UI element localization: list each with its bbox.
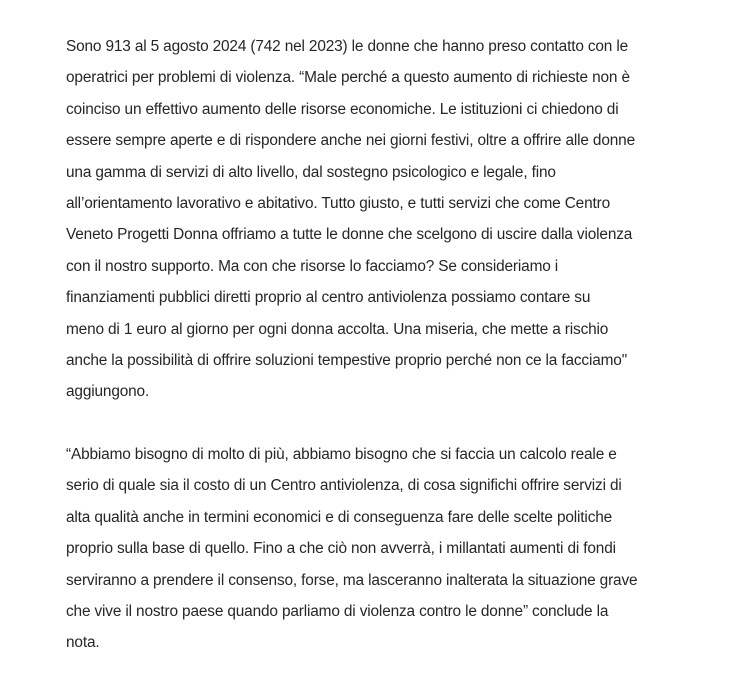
text-line: meno di 1 euro al giorno per ogni donna accolta. Una miseria, che mette a rischio	[66, 320, 609, 338]
article-body	[66, 31, 726, 659]
text-line: coinciso un effettivo aumento delle risorse economiche. Le istituzioni ci chiedono di	[66, 100, 619, 118]
text-line: finanziamenti pubblici diretti proprio al centro antiviolenza possiamo contare su	[66, 289, 591, 307]
text-line: “Abbiamo bisogno di molto di più, abbiamo bisogno che si faccia un calcolo reale e	[66, 445, 617, 463]
text-line: Sono 913 al 5 agosto 2024 (742 nel 2023) le donne che hanno preso contatto con le	[66, 38, 629, 55]
text-line: proprio sulla base di quello. Fino a che ciò non avverrà, i millantati aumenti di fondi	[66, 540, 616, 558]
text-line: all’orientamento lavorativo e abitativo. Tutto giusto, e tutti servizi che come Centro	[66, 195, 611, 213]
text-line: essere sempre aperte e di rispondere anche nei giorni festivi, oltre a offrire alle donne	[66, 132, 635, 150]
text-line: che vive il nostro paese quando parliamo di violenza contro le donne” conclude la	[66, 602, 609, 620]
text-line: anche la possibilità di offrire soluzioni tempestive proprio perché non ce la facciamo"	[66, 352, 628, 370]
text-line: una gamma di servizi di alto livello, dal sostegno psicologico e legale, fino	[66, 163, 556, 181]
text-line: alta qualità anche in termini economici e di conseguenza fare delle scelte politiche	[66, 508, 613, 526]
text-line: operatrici per problemi di violenza. “Male perché a questo aumento di richieste non è	[66, 69, 630, 87]
paragraph-2	[66, 439, 726, 659]
text-line: nota.	[66, 634, 100, 652]
text-line: con il nostro supporto. Ma con che risorse lo facciamo? Se consideriamo i	[66, 257, 559, 275]
text-line: aggiungono.	[66, 383, 150, 401]
text-line: serio di quale sia il costo di un Centro antiviolenza, di cosa significhi offrire servizi di	[66, 477, 622, 495]
text-line: Veneto Progetti Donna offriamo a tutte le donne che scelgono di uscire dalla violenza	[66, 226, 633, 244]
text-line: serviranno a prendere il consenso, forse, ma lasceranno inalterata la situazione grave	[66, 571, 638, 589]
paragraph-1	[66, 31, 726, 408]
